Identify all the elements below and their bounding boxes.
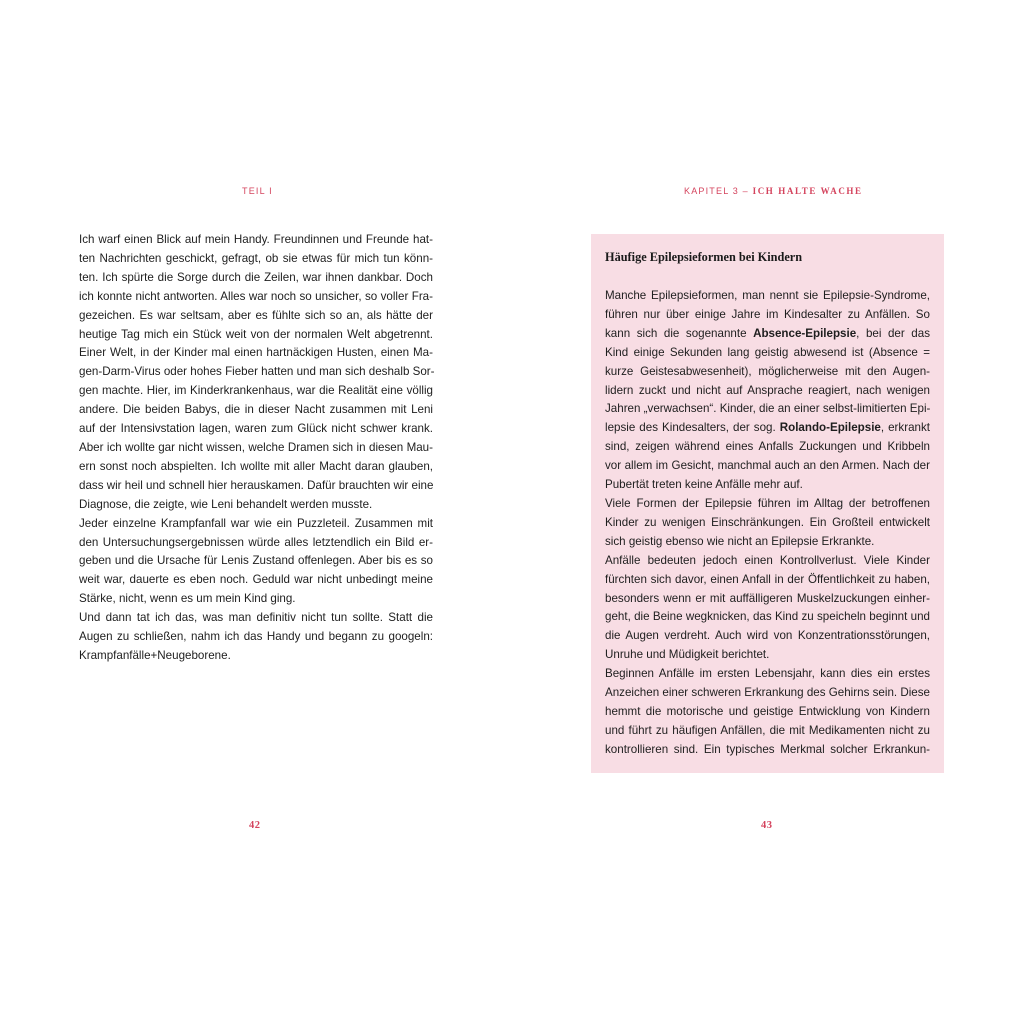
info-box-line: Jahren „verwachsen“. Kinder, die an einer selbst-limitierten Epi- (605, 402, 931, 416)
info-box-line (605, 325, 930, 344)
info-box-line: lidern zuckt und nicht auf Ansprache reagiert, nach wenigen (605, 383, 930, 397)
info-box-line: kurze Geistesabwesenheit), möglicherweise mit den Augen- (605, 364, 930, 378)
info-box-line: führen nur über einige Jahre im Kindesalter zu Anfällen. So (605, 307, 930, 321)
body-line: ich konnte nicht antworten. Alles war noch so unsicher, so voller Fra- (79, 289, 433, 303)
body-line: weit war, dauerte es eben noch. Geduld war nicht unbedingt meine (79, 573, 433, 587)
info-box-line: Kind einige Sekunden lang geistig abwesend ist (Absence = (605, 345, 930, 359)
left-page-body-text (79, 231, 433, 666)
bold-term: Rolando-Epilepsie (779, 421, 881, 435)
body-line: gezeichen. Es war seltsam, aber es fühlte sich so an, als hätte der (79, 308, 433, 322)
body-line: andere. Die beiden Babys, die in dieser Nacht zusammen mit Leni (79, 403, 433, 417)
running-head-right (684, 186, 863, 196)
body-line: heutige Tag mich ein Stück weit von der normalen Welt abgetrennt. (79, 327, 433, 341)
info-box-text-run: , erkrankt (880, 421, 930, 435)
chapter-label: KAPITEL 3 – (684, 186, 753, 196)
body-line: dass wir heil und schnell hier herauskamen. Dafür brauchten wir eine (79, 478, 434, 492)
body-line: ten. Ich spürte die Sorge durch die Zeilen, war ihnen dankbar. Doch (79, 270, 433, 284)
info-box-line: die Augen verdreht. Auch wird von Konzentrationsstörungen, (605, 629, 930, 643)
page-number-right: 43 (761, 820, 773, 831)
info-box-line: Manche Epilepsieformen, man nennt sie Epilepsie-Syndrome, (605, 289, 930, 302)
body-line: auf der Intensivstation lagen, waren zum Glück nicht schwer krank. (79, 422, 433, 436)
info-box-line: sind, zeigen während eines Anfalls Zuckungen und Kribbeln (605, 440, 930, 454)
info-box-line: Viele Formen der Epilepsie führen im Alltag der betroffenen (605, 496, 930, 510)
body-line: gen-Darm-Virus oder hohes Fieber hatten und man sich deshalb Sor- (79, 365, 435, 379)
info-box-line: Pubertät treten keine Anfälle mehr auf. (605, 478, 803, 492)
body-line: Jeder einzelne Krampfanfall war wie ein Puzzleteil. Zusammen mit (79, 516, 433, 530)
info-box-line: Kinder zu wenigen Einschränkungen. Ein Großteil entwickelt (605, 515, 930, 529)
body-line: Augen zu schließen, nahm ich das Handy und begann zu googeln: (79, 630, 433, 644)
running-head-left: TEIL I (242, 186, 273, 196)
info-box-line: sich geistig ebenso wie nicht an Epilepsie Erkrankte. (605, 534, 875, 548)
info-box-line (605, 419, 930, 438)
info-box-line: besonders wenn er mit auffälligeren Muskelzuckungen einher- (605, 591, 930, 605)
body-line: Stärke, nicht, wenn es um mein Kind ging. (79, 592, 296, 606)
body-line: Krampfanfälle+Neugeborene. (79, 648, 231, 662)
info-box-line: Anzeichen einer schweren Erkrankung des Gehirns sein. Diese (605, 686, 930, 700)
body-line: den Untersuchungsergebnissen würde alles letztendlich ein Bild er- (79, 535, 433, 549)
body-line: Einer Welt, in der Kinder mal einen hartnäckigen Husten, einen Ma- (79, 346, 433, 360)
info-box-text (605, 287, 930, 760)
page-number-left: 42 (249, 820, 261, 831)
body-line: Und dann tat ich das, was man definitiv nicht tun sollte. Statt die (79, 611, 433, 625)
body-line: Aber ich wollte gar nicht wissen, welche Dramen sich in diesen Mau- (79, 440, 433, 454)
body-line: geben und die Ursache für Lenis Zustand offenlegen. Aber bis es so (79, 554, 433, 568)
info-box-text-run: kann sich die sogenannte (605, 326, 754, 340)
chapter-title: ICH HALTE WACHE (752, 186, 863, 196)
info-box-line: fürchten sich davor, einen Anfall in der Öffentlichkeit zu haben, (605, 572, 930, 586)
info-box-line: Beginnen Anfälle im ersten Lebensjahr, kann dies ein erstes (605, 667, 930, 681)
info-box-line: und führt zu häufigen Anfällen, die mit Medikamenten nicht zu (605, 723, 930, 737)
info-box-text-run: , bei der das (856, 326, 930, 340)
info-box-line: geht, die Beine wegknicken, das Kind zu speicheln beginnt und (605, 610, 930, 624)
info-box-line: vor allem im Gesicht, manchmal auch an den Armen. Nach der (605, 459, 930, 473)
info-box-line: Anfälle bedeuten jedoch einen Kontrollverlust. Viele Kinder (605, 553, 930, 567)
info-box (591, 234, 944, 773)
body-line: ern sonst noch abspielten. Ich wollte mit aller Macht daran glauben, (79, 459, 433, 473)
body-line: gen machte. Hier, im Kinderkrankenhaus, war die Realität eine völlig (79, 384, 433, 398)
body-line: ten Nachrichten geschickt, gefragt, ob sie etwas für mich tun könn- (79, 251, 433, 265)
info-box-text-run: lepsie des Kindesalters, der sog. (605, 421, 780, 435)
bold-term: Absence-Epilepsie (753, 326, 857, 340)
info-box-line: Unruhe und Müdigkeit berichtet. (605, 648, 770, 662)
body-line: Ich warf einen Blick auf mein Handy. Freundinnen und Freunde hat- (79, 233, 433, 246)
info-box-line: hemmt die motorische und geistige Entwicklung von Kindern (605, 704, 930, 718)
body-line: Diagnose, die zeigte, wie Leni behandelt werden musste. (79, 497, 373, 511)
info-box-line: kontrollieren sind. Ein typisches Merkmal solcher Erkrankun- (605, 742, 930, 756)
info-box-title: Häufige Epilepsieformen bei Kindern (605, 250, 803, 264)
